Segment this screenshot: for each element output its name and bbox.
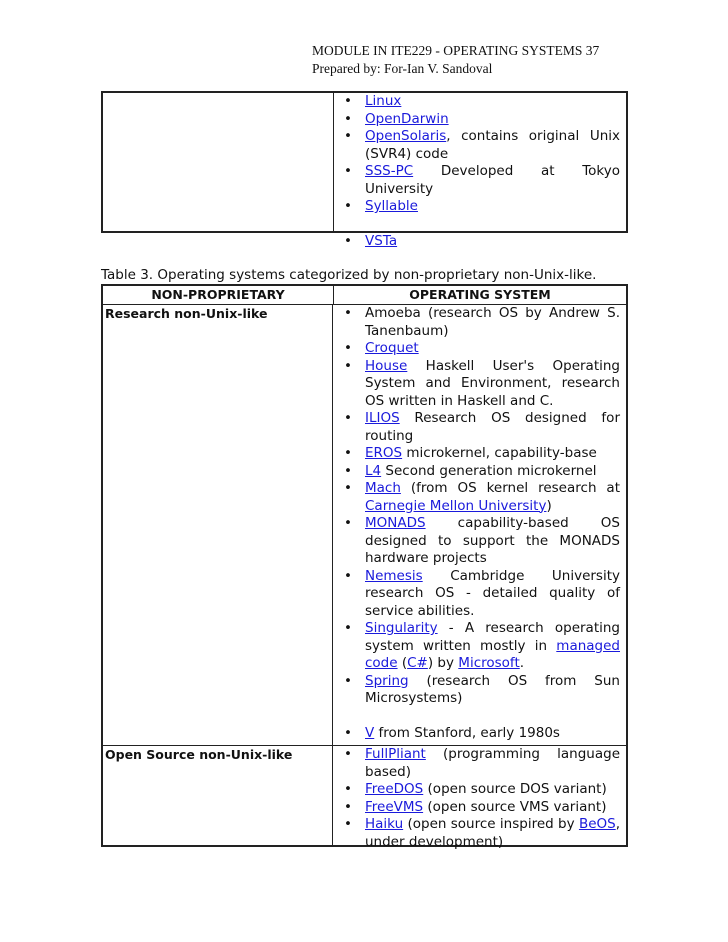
os-link[interactable]: EROS [365, 445, 403, 461]
os-link[interactable]: Mach [365, 480, 401, 496]
os-link[interactable]: VSTa [365, 233, 398, 249]
os-list-cell [334, 93, 626, 249]
author-line: Prepared by: For-Ian V. Sandoval [312, 61, 493, 76]
category-label: Open Source non-Unix-like [103, 746, 333, 845]
continued-table [101, 91, 628, 249]
module-title: MODULE IN ITE229 - OPERATING SYSTEMS 37 [312, 43, 600, 58]
os-link[interactable]: FullPliant [365, 746, 426, 762]
list-item: • Mach (from OS kernel research at Carnegie Mellon University) [334, 480, 626, 515]
os-list-cell [334, 305, 626, 745]
os-list [334, 305, 626, 743]
os-list [334, 93, 626, 251]
os-link[interactable]: OpenSolaris [365, 128, 447, 144]
list-item: • FullPliant (programming language based) [334, 746, 626, 781]
os-link[interactable]: V [365, 725, 375, 741]
os-category-table [101, 284, 628, 850]
list-item: • Nemesis Cambridge University research OS - detailed quality of service abilities. [334, 568, 626, 621]
os-link[interactable]: ILIOS [365, 410, 400, 426]
csharp-link[interactable]: C# [407, 655, 428, 671]
table-row [103, 746, 626, 850]
list-item: • V from Stanford, early 1980s [334, 725, 626, 743]
column-header-os: OPERATING SYSTEM [409, 287, 551, 302]
list-item [334, 198, 626, 216]
table-row [103, 305, 626, 746]
table-caption: Table 3. Operating systems categorized by non-proprietary non-Unix-like. [101, 267, 597, 283]
category-label: Research non-Unix-like [103, 305, 333, 745]
list-item: • Haiku (open source inspired by BeOS, under development) [334, 816, 626, 851]
os-link[interactable]: Croquet [365, 340, 419, 356]
list-item: • L4 Second generation microkernel [334, 463, 626, 481]
os-link[interactable]: Syllable [365, 198, 418, 214]
list-item [334, 111, 626, 129]
list-item: • ILIOS Research OS designed for routing [334, 410, 626, 445]
microsoft-link[interactable]: Microsoft [458, 655, 520, 671]
os-link[interactable]: L4 [365, 462, 382, 479]
list-item: • House Haskell User's Operating System and Environment, research OS written in Haskell and C. [334, 358, 626, 411]
list-item [334, 233, 626, 251]
list-item: • OpenSolaris, contains original Unix (SVR4) code [334, 128, 626, 163]
managed-code-link[interactable]: managed code [365, 637, 620, 671]
list-item: • EROS microkernel, capability-base [334, 445, 626, 463]
os-link[interactable]: House [365, 357, 408, 374]
os-link[interactable]: FreeVMS [365, 798, 424, 815]
os-list-cell [334, 746, 626, 850]
beos-link[interactable]: BeOS [578, 816, 616, 832]
os-link[interactable]: SSS-PC [365, 163, 414, 179]
list-item [334, 93, 626, 111]
os-link[interactable]: OpenDarwin [365, 110, 449, 127]
table-header-row [103, 286, 626, 305]
os-link[interactable]: Haiku [365, 816, 404, 832]
column-header-category: NON-PROPRIETARY [103, 286, 334, 304]
list-item: • FreeDOS (open source DOS variant) [334, 781, 626, 799]
os-list [334, 746, 626, 851]
os-link[interactable]: FreeDOS [365, 781, 424, 797]
page-header [312, 42, 632, 78]
list-item: • FreeVMS (open source VMS variant) [334, 799, 626, 817]
list-item: • Spring (research OS from Sun Microsystems) [334, 673, 626, 708]
list-item: • Amoeba (research OS by Andrew S. Tanenbaum) [334, 305, 626, 340]
os-link[interactable]: Linux [365, 93, 402, 109]
os-link[interactable]: MONADS [365, 515, 426, 531]
university-link[interactable]: Carnegie Mellon University [365, 497, 547, 514]
os-link[interactable]: Singularity [365, 620, 438, 636]
empty-category-cell [103, 93, 334, 231]
os-link[interactable]: Nemesis [365, 567, 423, 584]
list-item [334, 340, 626, 358]
list-item: • MONADS capability-based OS designed to support the MONADS hardware projects [334, 515, 626, 568]
os-link[interactable]: Spring [365, 672, 409, 689]
list-item: • SSS-PC Developed at Tokyo University [334, 163, 626, 198]
list-item: • Singularity - A research operating system written mostly in managed code (C#) by Microsoft. [334, 620, 626, 673]
